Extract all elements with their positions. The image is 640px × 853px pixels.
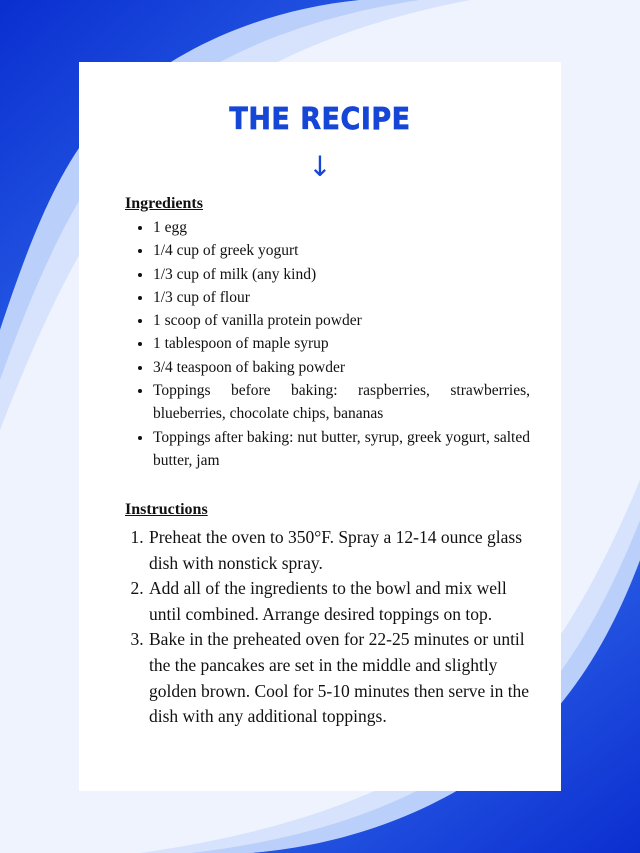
ingredient-item: • Toppings before baking: raspberries, strawberries, blueberries, chocolate chips, bananas: [153, 379, 530, 426]
instructions-heading: Instructions: [125, 501, 208, 518]
ingredient-item: • 1/4 cup of greek yogurt: [153, 239, 530, 262]
page-title: THE RECIPE: [229, 102, 411, 137]
instruction-step: 3. Bake in the preheated oven for 22-25 minutes or until the the pancakes are set in the middle and slightly golden brown. Cool for 5-10 minutes then serve in the dish with any additional toppings.: [148, 627, 535, 729]
instruction-step: 1. Preheat the oven to 350°F. Spray a 12-14 ounce glass dish with nonstick spray.: [148, 525, 535, 576]
arrow-down-icon: ↓: [308, 150, 332, 183]
ingredients-heading: Ingredients: [125, 195, 203, 212]
ingredient-item: • 1/3 cup of flour: [153, 286, 530, 309]
ingredients-list: [125, 216, 530, 472]
instructions-list: [125, 525, 535, 730]
ingredient-item: • 1 tablespoon of maple syrup: [153, 332, 530, 355]
ingredient-item: • 1 egg: [153, 216, 530, 239]
ingredient-item: • 1/3 cup of milk (any kind): [153, 263, 530, 286]
ingredient-item: • Toppings after baking: nut butter, syrup, greek yogurt, salted butter, jam: [153, 426, 530, 473]
ingredient-item: • 1 scoop of vanilla protein powder: [153, 309, 530, 332]
ingredient-item: • 3/4 teaspoon of baking powder: [153, 356, 530, 379]
instruction-step: 2. Add all of the ingredients to the bowl and mix well until combined. Arrange desired toppings on top.: [148, 576, 535, 627]
